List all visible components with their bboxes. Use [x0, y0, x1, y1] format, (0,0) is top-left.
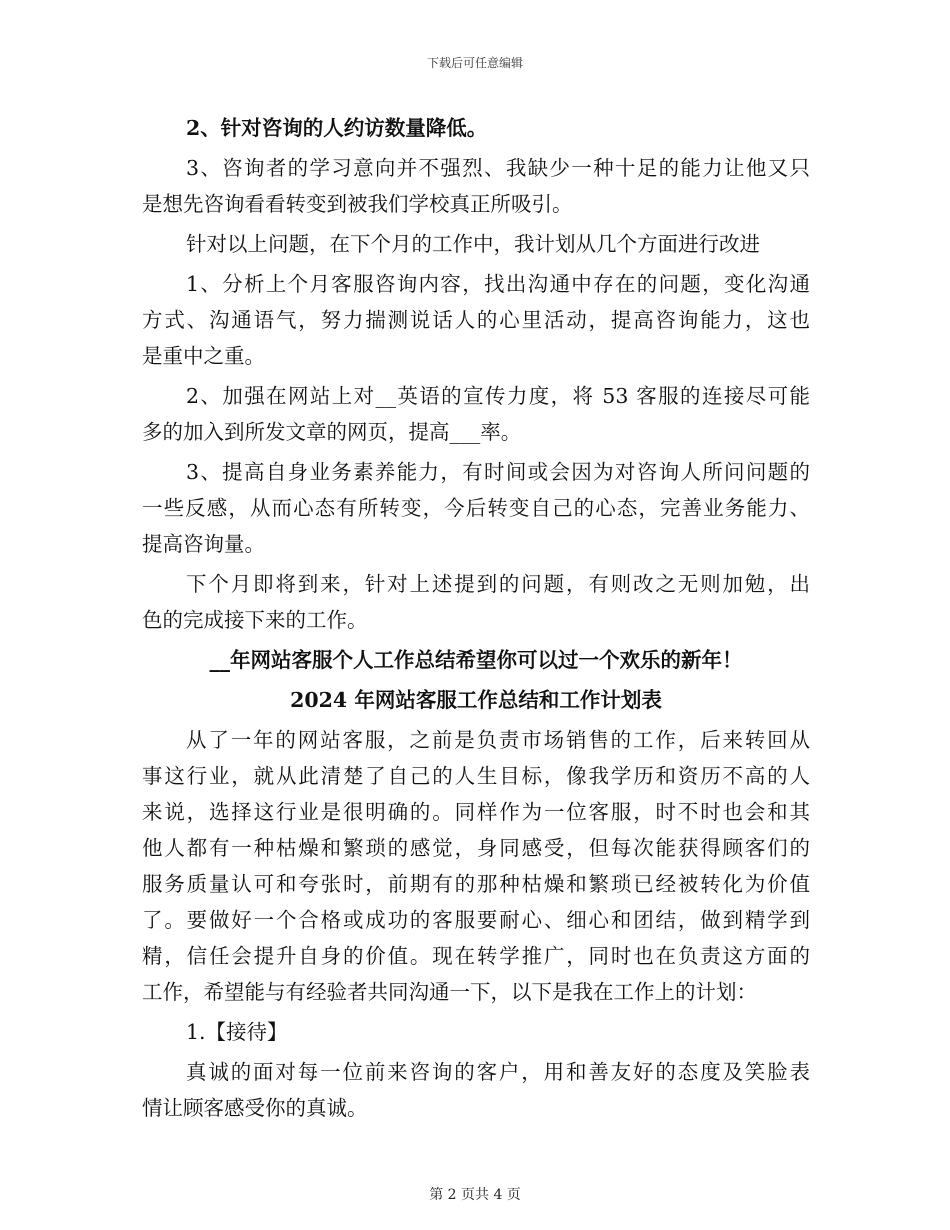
- paragraph-improvement-2: [142, 378, 810, 450]
- paragraph-summary: [142, 722, 810, 1010]
- paragraph-line: 提高咨询量。: [142, 532, 265, 556]
- document-body: [142, 110, 810, 1130]
- paragraph-line: 色的完成接下来的工作。: [142, 608, 368, 632]
- section-heading-new-year: [142, 642, 810, 678]
- paragraph-line: 他人都有一种枯燥和繁琐的感觉，身同感受，但每次能获得顾客们的: [142, 836, 810, 860]
- paragraph-point-3: [142, 150, 810, 222]
- paragraph-line: 多的加入到所发文章的网页，提高___率。: [142, 420, 522, 444]
- paragraph-line: 下个月即将到来，针对上述提到的问题，有则改之无则加勉，出: [186, 572, 810, 596]
- paragraph-line: 2、针对咨询的人约访数量降低。: [186, 116, 488, 140]
- page-header: 下载后可任意编辑: [426, 56, 523, 70]
- paragraph-line: 是重中之重。: [142, 344, 265, 368]
- paragraph-line: 1.【接待】: [186, 1020, 288, 1044]
- paragraph-line: 了。要做好一个合格或成功的客服要耐心、细心和团结，做到精学到: [142, 908, 810, 932]
- paragraph-closing: [142, 566, 810, 638]
- paragraph-line: 是想先咨询看看转变到被我们学校真正所吸引。: [142, 192, 573, 216]
- page-footer: 第 2 页共 4 页: [429, 1187, 521, 1203]
- paragraph-line: 服务质量认可和夸张时，前期有的那种枯燥和繁琐已经被转化为价值: [142, 872, 810, 896]
- paragraph-improvement-intro: [142, 226, 810, 262]
- heading-line: __年网站客服个人工作总结希望你可以过一个欢乐的新年！: [209, 648, 743, 672]
- paragraph-line: 针对以上问题，在下个月的工作中，我计划从几个方面进行改进: [186, 232, 760, 256]
- paragraph-line: 一些反感，从而心态有所转变，今后转变自己的心态，完善业务能力、: [142, 496, 810, 520]
- paragraph-line: 情让顾客感受你的真诚。: [142, 1096, 368, 1120]
- paragraph-line: 精，信任会提升自身的价值。现在转学推广，同时也在负责这方面的: [142, 944, 810, 968]
- paragraph-line: 从了一年的网站客服，之前是负责市场销售的工作，后来转回从: [186, 728, 810, 752]
- paragraph-line: 3、咨询者的学习意向并不强烈、我缺少一种十足的能力让他又只: [186, 156, 810, 180]
- paragraph-improvement-3: [142, 454, 810, 562]
- paragraph-line: 工作，希望能与有经验者共同沟通一下，以下是我在工作上的计划：: [142, 980, 757, 1004]
- paragraph-line: 真诚的面对每一位前来咨询的客户，用和善友好的态度及笑脸表: [186, 1060, 810, 1084]
- paragraph-line: 1、分析上个月客服咨询内容，找出沟通中存在的问题，变化沟通: [186, 272, 810, 296]
- paragraph-reception: [142, 1054, 810, 1126]
- paragraph-line: 来说，选择这行业是很明确的。同样作为一位客服，时不时也会和其: [142, 800, 810, 824]
- heading-line: 2024 年网站客服工作总结和工作计划表: [290, 688, 662, 712]
- paragraph-point-2: [142, 110, 810, 146]
- paragraph-line: 事这行业，就从此清楚了自己的人生目标，像我学历和资历不高的人: [142, 764, 810, 788]
- paragraph-line: 3、提高自身业务素养能力，有时间或会因为对咨询人所问问题的: [186, 460, 810, 484]
- paragraph-line: 2、加强在网站上对__英语的宣传力度，将 53 客服的连接尽可能: [186, 384, 810, 408]
- paragraph-improvement-1: [142, 266, 810, 374]
- document-title: [142, 682, 810, 718]
- paragraph-line: 方式、沟通语气，努力揣测说话人的心里活动，提高咨询能力，这也: [142, 308, 810, 332]
- plan-item-reception: [142, 1014, 810, 1050]
